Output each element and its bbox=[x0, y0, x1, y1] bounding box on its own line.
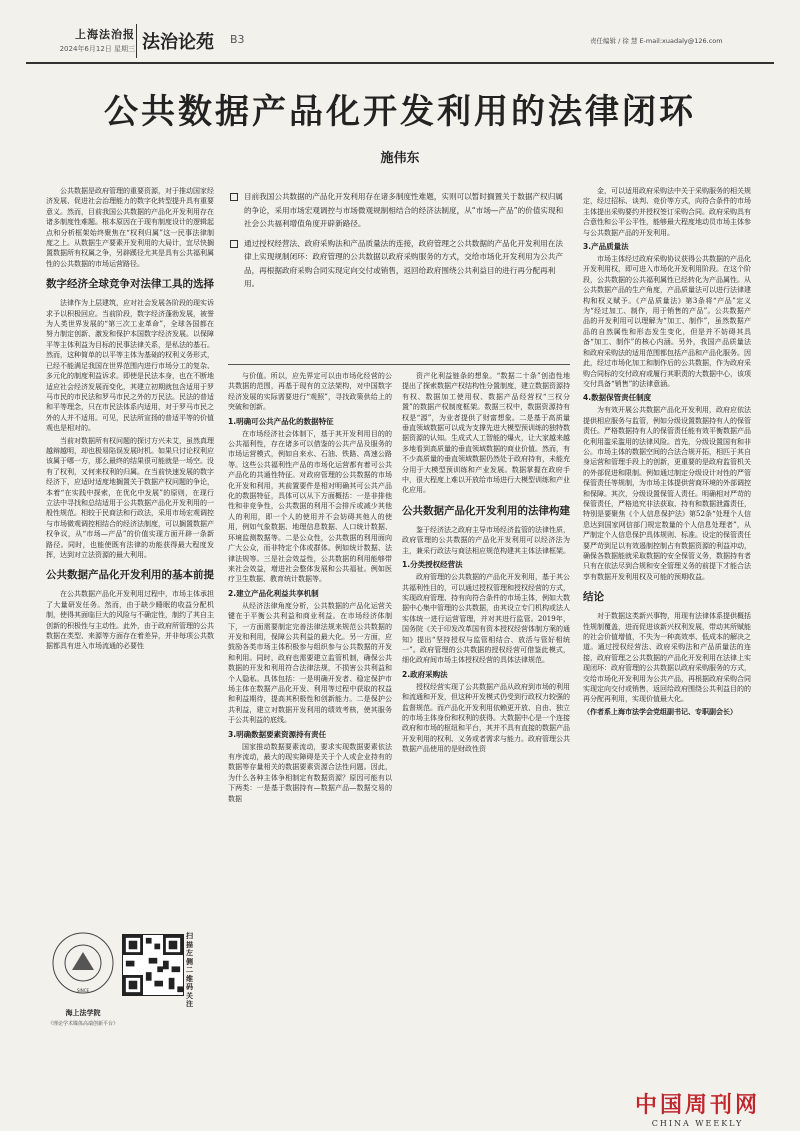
sub-heading: 2.建立产品化利益共享机制 bbox=[228, 588, 319, 598]
section-name: 法治论苑 bbox=[142, 32, 214, 53]
emblem-logo bbox=[50, 930, 116, 1000]
paragraph: 公共数据是政府管理的重要资源，对于推动国家经济发展、促进社会治理能力的数字化转型提升具有重要意义。然而，目前我国公共数据的产品化开发利用存在诸多制度性难题。根本原因在于现有制度设计的逻辑起点和分析框架始终聚焦在“权利归属”这一民事法律制度之上。从数据生产要素开发利用的大局计，宜尽快搁置数据所有权属之争，另辟蹊径尤其是具有公共福利属性的公共数据的市场运营路径。 bbox=[46, 187, 214, 268]
paragraph: 政府管理的公共数据的产品化开发利用，基于其公共福利性目的，可以通过授权管理和授权经营的方式，实现政府管理、持有向符合条件的市场主体，例如大数据中心集中管理的公共数据，由其设立专门机构或法人实体统一进行运营管理，并对其进行监管。2019年，国务院《关于印发改革国有资本授权经营体制方案的通知》提出“坚持授权与监管相结合、放活与管好相统一”。政府管理的公共数据的授权经营可借鉴此模式，细化政府间市场主体授权经营的具体法律规范。 bbox=[402, 573, 570, 665]
paragraph: 在市场经济社会体制下，基于其开发利用目的的公共福利性，存在诸多可以借鉴的公共产品及服务的市场运营模式，例如自来水、石油、铁路、高速公路等。这些公共福利性产品的市场化运营都有着可公共产品化的共通性特征。对政府管理的公共数据的市场化开发和利用，其前置要件是相对明确其可公共产品化的数据特征，具体可以从下方面概括：一是非排他性和非竞争性，公共数据的利用不会排斥或减少其他人的利用，即一个人的使用并不会妨碍其他人的使用，例如气象数据、地理信息数据、人口统计数据、环境监测数据等。二是公众性，公共数据的利用面向广大公众，而非特定个体或群体。例如统计数据、法律法规等。三是社会效益性，公共数据的利用能够带来社会效益，增进社会整体发展和公共福祉。例如医疗卫生数据、教育统计数据等。 bbox=[228, 429, 392, 584]
summary-rule bbox=[228, 364, 570, 365]
sub-heading: 3.明确数据要素资源持有责任 bbox=[228, 729, 327, 739]
logo-year: SINCE bbox=[76, 988, 90, 993]
summary-text: 目前我国公共数据的产品化开发利用存在诸多制度性难题，实则可以暂时搁置关于数据产权归属的争论，采用市场宏观调控与市场微观规制相结合的经济法制度，从“市场—产品”的价值实现和社会公共福利增值角度开辟新路径。 bbox=[244, 192, 564, 228]
checkbox-icon bbox=[230, 193, 238, 201]
ad-block bbox=[46, 930, 214, 1050]
paragraph: 授权经营实现了公共数据产品从政府到市场的利用和流通和开发，但这种开发模式仍受到行政权力较强的监督规范。而产品化开发利用依赖更开放、自由、独立的市场主体身份和权利的获得。大数据中心是一个连接政府和市场的枢纽和平台，其并不具有直接的数据产品开发利用的权利、义务或者需求与能力。政府管理公共数据产品使用的是财政性资 bbox=[402, 682, 570, 754]
sub-heading: 1.明确可公共产品化的数据特征 bbox=[228, 416, 334, 426]
section-heading: 数字经济全球竞争对法律工具的选择 bbox=[46, 278, 214, 291]
paragraph: 与价值。所以，应先界定可以由市场化经营的公共数据的范围，再基于现有的立法架构，对中国数字经济发展的实际需要进行“观照”，寻找政策供给上的突破和创新。 bbox=[228, 372, 392, 412]
issue-date: 2024年6月12日 星期三 bbox=[59, 45, 135, 53]
column-2 bbox=[228, 371, 392, 1131]
column-3 bbox=[402, 371, 570, 1131]
paragraph: 对于数据这类新兴事物，用现有法律体系提供概括性规制覆盖，进而促进该新兴权利发展，带动其所赋能的社会价值增值，不失为一种高效率、低成本的解决之道。通过授权经营法、政府采购法和产品质量法的连接，政府管理之公共数据的产品化开发利用在法律上实现闭环：政府管理的公共数据以政府采购服务的方式，交给市场化开发利用为公共产品，再根据政府采购合同实现定向交付或销售，返回给政府围绕公共利益目的的再分配再利用，实现价值最大化。 bbox=[583, 612, 751, 704]
header-divider bbox=[136, 24, 137, 58]
checkbox-icon bbox=[230, 240, 238, 248]
ad-caption: 海上法学院 bbox=[65, 1009, 101, 1017]
watermark-cn: 中国周刊网 bbox=[634, 1093, 760, 1118]
paragraph: 国家推动数据要素流动，要求实现数据要素依法有序流动，最大的现实障碍是关于个人或企业持有的数据等存量相关的数据要素资源合法性问题。因此，为什么各种主体争相制定有数据资源？原因可能有以下两类：一是基于数据持有—数据产品—数据交易的数据 bbox=[228, 742, 392, 803]
watermark bbox=[635, 1088, 760, 1128]
summary-item bbox=[228, 237, 570, 291]
page-number: B3 bbox=[230, 33, 245, 46]
qr-code-icon[interactable] bbox=[122, 934, 184, 996]
ad-subcaption: 《理论学术媒体高端创新平台》 bbox=[47, 1021, 118, 1027]
paragraph: 为有效开展公共数据产品化开发利用，政府应依法提供相应服务与监管，例如分级设置数据持有人的保管责任。严格数据持有人的保管责任能有效平衡数据产品化利用滥采滥用的法律风险。首先，分级设置国有和非公。市场主体的数据空间的合法合规开拓，相匹于其自身运营和管理手段上的创新，更重要的是政府监管机关的外部促进和限制。例如通过制定分级设计对性的严管保管责任等规制，为市场主体提供营商环境的外部调控和保障。其次，分级设置保管人责任。明确相对严苛的保管责任，严格追究非法获取、持有和数据泄露责任，特别是要聚焦《个人信息保护法》第52条“处理个人信息达到国家网信部门规定数量的个人信息处理者”，从严制定个人信息保护具体规则、标准。设定的保管责任要严苛到足以有效遏制控制占有数据资源的利益冲动，确保各数据能就采取数据的安全保管义务，数据持有者只有在依法尽到合规和安全管理义务的前提下才能合法享有数据开发利用权及可能的预期收益。 bbox=[583, 406, 751, 581]
watermark-en: CHINA WEEKLY bbox=[651, 1119, 744, 1128]
section-heading: 公共数据产品化开发利用的法律构建 bbox=[402, 504, 570, 517]
sub-heading: 1.分类授权经营法 bbox=[402, 560, 463, 570]
section-heading: 公共数据产品化开发利用的基本前提 bbox=[46, 569, 214, 582]
column-4 bbox=[583, 186, 751, 1131]
paragraph: 法律作为上层建筑，应对社会发展各阶段的现实诉求予以积极回应。当前阶段，数字经济蓬勃发展，被誉为人类世界发展的“第三次工业革命”，全球各国都在努力制定创新、激发和保护本国数字经济发展。以保障平等主体利益为目标的民事法律关系，是私法的基石。然而，这种简单的以平等主体为基础的权利义务形式，已经不能满足我国在世界范围内进行市场分工的复杂、多元化的制度利益诉求。即使是民法本身，也在不断地适应社会经济发展而变化，其建立初期就包含适用于罗马市民的市民法和罗马市民之外的万民法。民法的普适和平等理念，只在市民法体系内适用，对于罗马市民之外的人并不适用。可见，民法所宣扬的普适平等的价值观也是相对的。 bbox=[46, 299, 214, 433]
paragraph: 从经济法律角度分析，公共数据的产品化运营关键在于平衡公共利益和商业利益。在市场经济体制下，一方面需要制定完善法律法规来规范公共数据的开发和利用，保障公共利益的最大化。另一方面，应鼓励各类市场主体积极参与组织参与公共数据的开发和利用。同时，政府也需要建立监管机制，确保公共数据的开发和利用符合法律法规，不损害公共利益和个人隐私。具体包括：一是明确开发者、稳定保护市场主体在数据产品化开发、利用等过程中获取的权益和利益期待，提高其积极性和创新能力。二是保护公共利益，建立对数据开发利用的绩效考核，使其服务于公共利益的底线。 bbox=[228, 601, 392, 725]
summary-item bbox=[228, 190, 570, 231]
paragraph: 市场主体经过政府采购协议获得公共数据的产品化开发利用权，即可进入市场化开发利用阶段。在这个阶段，公共数据的公共福利属性已经转化为产品属性。从公共数据产品的生产角度，产品质量法可以进行法律建构和权义赋予。《产品质量法》第3条将“产品”定义为“经过加工、制作，用于销售的产品”。公共数据产品的开发利用可以理解为“加工、制作”，虽然数据产品的自然属性和形态发生变化，但是并不妨碍其具备“加工、制作”的核心内涵。另外，我国产品质量法和政府采购法的适用范围都包括产品和产品化服务。因此，经过市场化加工和制作后的公共数据，作为政府采购合同标的交付政府或履行其职责的大数据中心，该项交付具备“销售”的法律意涵。 bbox=[583, 255, 751, 388]
header-left bbox=[30, 26, 135, 54]
sub-heading: 4.数据保管责任制度 bbox=[583, 393, 652, 403]
sub-heading: 2.政府采购法 bbox=[402, 669, 448, 679]
masthead: 上海法治报 bbox=[75, 28, 135, 41]
ad-vertical-text: 扫描左侧二维码关注 bbox=[186, 932, 193, 1008]
paragraph: 金，可以适用政府采购法中关于采购服务的相关规定，经过招标、谈判、竞价等方式，向符合条件的市场主体提出采购要约并授权签订采购合同。政府采购具有合意性和公平公平性，能够最大程度地动员市场主体参与公共数据产品的开发利用。 bbox=[583, 187, 751, 237]
paragraph: 资产化利益链条的想象。“数据二十条”创造性地提出了探索数据产权结构性分置制度，建立数据资源持有权、数据加工使用权、数据产品经营权“三权分置”的数据产权制度框架。数据三权中，数据资源持有权是“源”，为业者提供了财富想象。二是基于高质量垂直领域数据可以成为支撑先进大模型预训练的独特数据资源的认知。生成式人工智能的爆火，让大家越来越多地看到高质量的垂直领域数据的商业价值。然而，有不少高质量的垂直领域数据仍然处于政府持有，未能充分用于大模型预训练和产业发展。数据掌握在政府手中，很大程度上难以开放给市场进行大模型训练和产业化应用。 bbox=[402, 372, 570, 495]
summary-box bbox=[228, 190, 570, 358]
summary-text: 通过授权经营法、政府采购法和产品质量法的连接，政府管理之公共数据的产品化开发利用在法律上实现规制闭环：政府管理的公共数据以政府采购服务的方式，交给市场化开发利用为公共产品，再根据政府采购合同实现定向交付或销售，返回给政府围绕公共利益目的进行再分配再利用。 bbox=[244, 238, 563, 288]
article-author: 施伟东 bbox=[380, 151, 420, 166]
column-1 bbox=[46, 186, 214, 921]
editor-info: 责任编辑 / 徐 慧 E-mail:xuadaly@126.com bbox=[590, 37, 723, 45]
section-heading: 结论 bbox=[583, 591, 604, 604]
header-rule bbox=[26, 62, 774, 64]
author-note: （作者系上海市法学会党组副书记、专职副会长） bbox=[583, 706, 737, 716]
article-title: 公共数据产品化开发利用的法律闭环 bbox=[104, 92, 696, 132]
paragraph: 当前对数据所有权问题的探讨方兴未艾，虽然真理越辩越明，却也极易陷误发展时机。如果只讨论权利应该属于哪一方，那么最终的结果很可能就是一场空。没有了权利，又何来权利的归属。在当前快速发展的数字经济下，应适时适度地搁置关于数据产权问题的争论，本着“在实践中探索，在优化中发展”的原则，在现行立法中寻找和总结适用于公共数据产品化开发利用的一般性规范。相较于民商法和行政法，采用市场宏观调控与市场微观调控相结合的经济法制度，可以搁置数据产权争议，从“市场—产品”的价值实现方面开辟一条新路径。同时，也能使既有法律的功能获得最大程度发挥，达到对立法资源的最大利用。 bbox=[46, 436, 214, 559]
sub-heading: 3.产品质量法 bbox=[583, 242, 629, 252]
paragraph: 鉴于经济法之政府主导市场经济监管的法律性质，政府管理的公共数据的产品化开发利用可以经济法为主，兼采行政法与商法相应规范构建其主体法律框架。 bbox=[402, 525, 570, 555]
paragraph: 在公共数据产品化开发利用过程中，市场主体承担了大量研发任务。然而，由于缺少睡眠的收益分配机制，使得其面临巨大的风险与不确定性，制约了其自主创新的积极性与主动性。此外，由于政府所管理的公共数据在类型、来源等方面存在着差异，并非每项公共数据都具有进入市场流通的必要性 bbox=[46, 590, 214, 651]
